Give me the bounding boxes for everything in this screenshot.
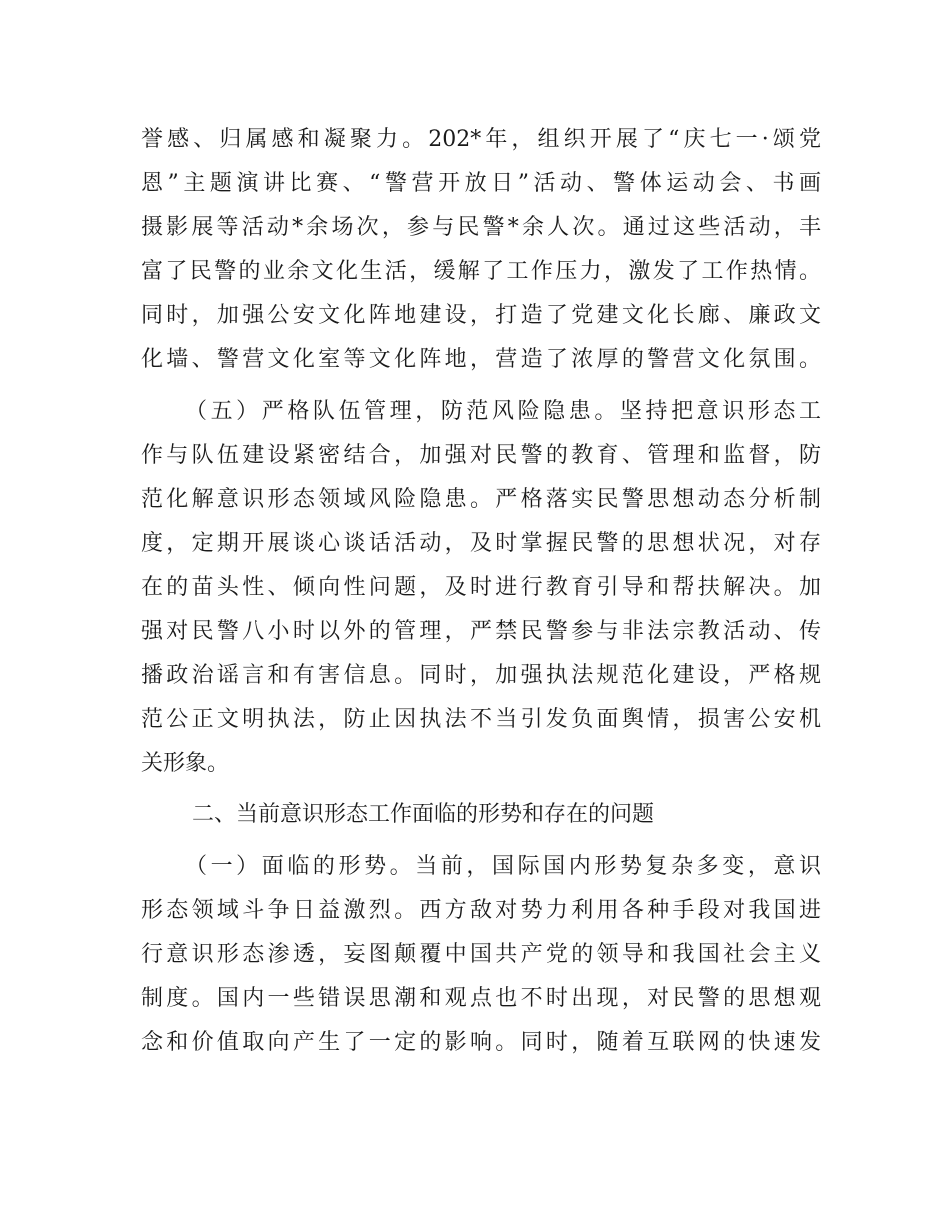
para2-line-6: 强对民警八小时以外的管理，严禁民警参与非法宗教活动、传 [141, 619, 821, 644]
para1-line-4: 富了民警的业余文化生活，缓解了工作压力，激发了工作热情。 [141, 259, 821, 284]
para2-line-7: 播政治谣言和有害信息。同时，加强执法规范化建设，严格规 [141, 663, 821, 688]
para2-line-5: 在的苗头性、倾向性问题，及时进行教育引导和帮扶解决。加 [141, 575, 821, 600]
para1-line-1: 誉感、归属感和凝聚力。202*年，组织开展了“庆七一·颂党 [141, 127, 821, 152]
para1-line-6: 化墙、警营文化室等文化阵地，营造了浓厚的警营文化氛围。 [141, 347, 821, 372]
para2-line-1: （五）严格队伍管理，防范风险隐患。坚持把意识形态工 [185, 399, 821, 424]
para2-line-8: 范公正文明执法，防止因执法不当引发负面舆情，损害公安机 [141, 707, 821, 732]
para3-line-3: 行意识形态渗透，妄图颠覆中国共产党的领导和我国社会主义 [141, 942, 821, 967]
para2-line-2: 作与队伍建设紧密结合，加强对民警的教育、管理和监督，防 [141, 443, 821, 468]
para3-line-1: （一）面临的形势。当前，国际国内形势复杂多变，意识 [185, 854, 821, 879]
para2-line-3: 范化解意识形态领域风险隐患。严格落实民警思想动态分析制 [141, 487, 821, 512]
para3-line-5: 念和价值取向产生了一定的影响。同时，随着互联网的快速发 [141, 1030, 821, 1055]
para1-line-2: 恩”主题演讲比赛、“警营开放日”活动、警体运动会、书画 [141, 171, 821, 196]
para3-line-4: 制度。国内一些错误思潮和观点也不时出现，对民警的思想观 [141, 986, 821, 1011]
para2-line-9: 关形象。 [141, 751, 230, 776]
para2-line-4: 度，定期开展谈心谈话活动，及时掌握民警的思想状况，对存 [141, 531, 821, 556]
section-heading: 二、当前意识形态工作面临的形势和存在的问题 [192, 802, 655, 827]
para1-line-3: 摄影展等活动*余场次，参与民警*余人次。通过这些活动，丰 [141, 215, 821, 240]
para1-line-5: 同时，加强公安文化阵地建设，打造了党建文化长廊、廉政文 [141, 303, 821, 328]
para3-line-2: 形态领域斗争日益激烈。西方敌对势力利用各种手段对我国进 [141, 898, 821, 923]
